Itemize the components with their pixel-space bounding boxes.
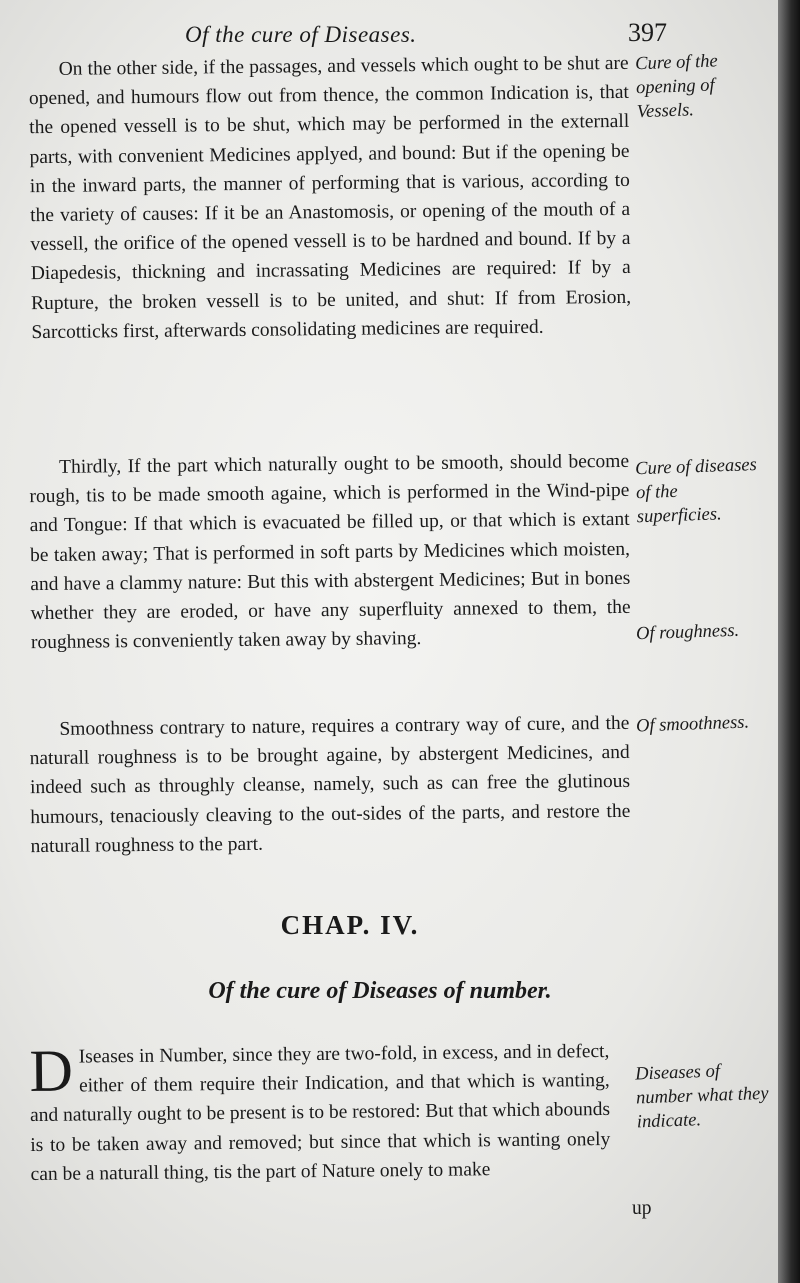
- chapter-first-paragraph-text: Iseases in Number, since they are two-fold, in excess, and in defect, either of them require their Indication, and that which is wanting, and naturally ought to be present is to be restored: But that which abounds is to be taken away and removed; but since that which is wanting onely can be a naturall thing, tis the part of Nature onely to make: [29, 1040, 611, 1185]
- paragraph-vessels: On the other side, if the passages, and vessels which ought to be shut are opened, and humours flow out from thence, the common Indication is, that the opened vessell is to be shut, which may be performed in the externall parts, with convenient Medicines applyed, and bound: But if the opening be in the inward parts, the manner of performing that is various, according to the variety of causes: If it be an Anastomosis, or opening of the mouth of a vessell, the orifice of the opened vessell is to be hardned and bound. If by a Diapedesis, thickning and incrassating Medicines are required: If by a Rupture, the broken vessell is to be united, and shut: If from Erosion, Sarcotticks first, afterwards consolidating medicines are required.: [28, 52, 632, 343]
- chapter-subtitle: Of the cure of Diseases of number.: [208, 978, 552, 1004]
- book-spine: [778, 0, 800, 1283]
- margin-note-superficies: Cure of diseases of the superficies.: [634, 455, 758, 528]
- chapter-title: CHAP. IV.: [280, 910, 420, 940]
- margin-note-roughness: Of roughness.: [635, 620, 740, 645]
- margin-note-smoothness: Of smoothness.: [635, 712, 750, 737]
- catchword: up: [632, 1198, 652, 1219]
- drop-cap: D: [29, 1037, 74, 1105]
- paragraph-superficies: Thirdly, If the part which naturally ought to be smooth, should become rough, tis to be made smooth againe, which is performed in the Wind-pipe and Tongue: If that which is evacuated be filled up, or that which is extant be taken away; That is performed in soft parts by Medicines which moisten, and have a clammy nature: But this with abstergent Medicines; But in bones whether they are eroded, or have any superfluity annexed to them, the roughness is conveniently taken away by shaving.: [29, 450, 631, 654]
- chapter-first-paragraph: [29, 1037, 610, 1189]
- margin-note-opening-vessels: Cure of the opening of Vessels.: [634, 51, 719, 123]
- paragraph-smoothness: Smoothness contrary to nature, requires a contrary way of cure, and the naturall roughness is to be brought againe, by abstergent Medicines, and indeed such as throughly cleanse, namely, such as can free the glutinous humours, tenaciously cleaving to the out-sides of the parts, and restore the naturall roughness to the part.: [29, 712, 631, 857]
- margin-note-number: Diseases of number what they indicate.: [634, 1061, 769, 1133]
- running-head: Of the cure of Diseases.: [185, 22, 417, 47]
- page-number: 397: [628, 18, 667, 47]
